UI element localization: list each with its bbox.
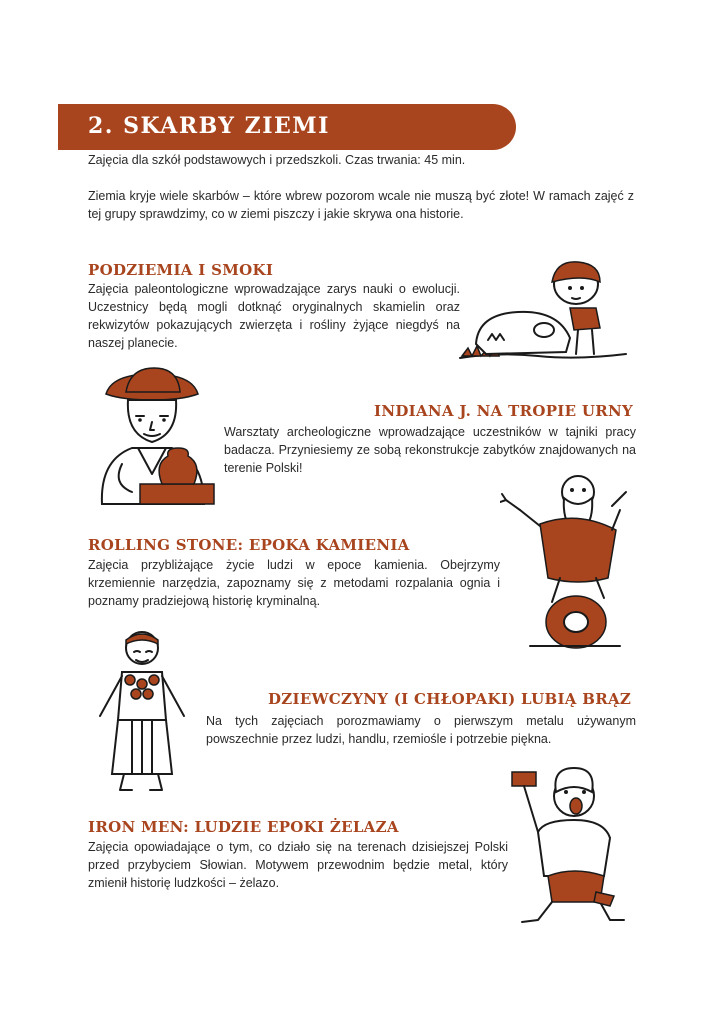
text-rolling-stone: Zajęcia przybliżające życie ludzi w epoce kamienia. Obejrzymy krzemiennie narzędzia, zapoznamy się z metodami rozpalania ognia i poznamy pradziejową historię kryminalną. (88, 558, 500, 608)
blacksmith-with-hammer-illustration (504, 762, 630, 930)
text-braz: Na tych zajęciach porozmawiamy o pierwszym metalu używanym powszechnie przez ludzi, handlu, rzemiośle i potrzebie piękna. (206, 714, 636, 746)
text-iron-men: Zajęcia opowiadające o tym, co działo się na terenach dzisiejszej Polski przed przybyciem Słowian. Motywem przewodnim będzie metal, który zmienił historię ludzkości – żelazo. (88, 840, 508, 890)
archaeologist-with-urn-illustration (92, 364, 222, 509)
text-podziemia: Zajęcia paleontologiczne wprowadzające zarys nauki o ewolucji. Uczestnicy będą mogli dotknąć oryginalnych skamielin oraz rekwizytów pokazujących zwierzęta i rośliny żyjące niegdyś na naszej planecie. (88, 282, 460, 350)
bronze-age-woman-illustration (92, 624, 192, 794)
section-banner (58, 104, 516, 150)
heading-iron-men: IRON MEN: LUDZIE EPOKI ŻELAZA (88, 818, 399, 836)
intro-duration: Zajęcia dla szkół podstawowych i przedszkoli. Czas trwania: 45 min. (88, 153, 466, 167)
heading-braz: DZIEWCZYNY (I CHŁOPAKI) LUBIĄ BRĄZ (268, 690, 632, 708)
heading-indiana: INDIANA J. NA TROPIE URNY (374, 402, 634, 420)
text-indiana: Warsztaty archeologiczne wprowadzające uczestników w tajniki pracy badacza. Przyniesiemy ze sobą rekonstrukcje zabytków znajdowanych na terenie Polski! (224, 425, 636, 475)
intro-description: Ziemia kryje wiele skarbów – które wbrew pozorom wcale nie muszą być złote! W ramach zajęć z tej grupy sprawdzimy, co w ziemi piszczy i jakie skrywa ona historie. (88, 189, 634, 221)
heading-rolling-stone: ROLLING STONE: EPOKA KAMIENIA (88, 536, 410, 554)
section-title: 2. SKARBY ZIEMI (88, 113, 330, 139)
child-with-dinosaur-skull-illustration (458, 256, 628, 366)
caveman-on-stone-wheel-illustration (500, 470, 632, 650)
heading-podziemia: PODZIEMIA I SMOKI (88, 261, 274, 279)
